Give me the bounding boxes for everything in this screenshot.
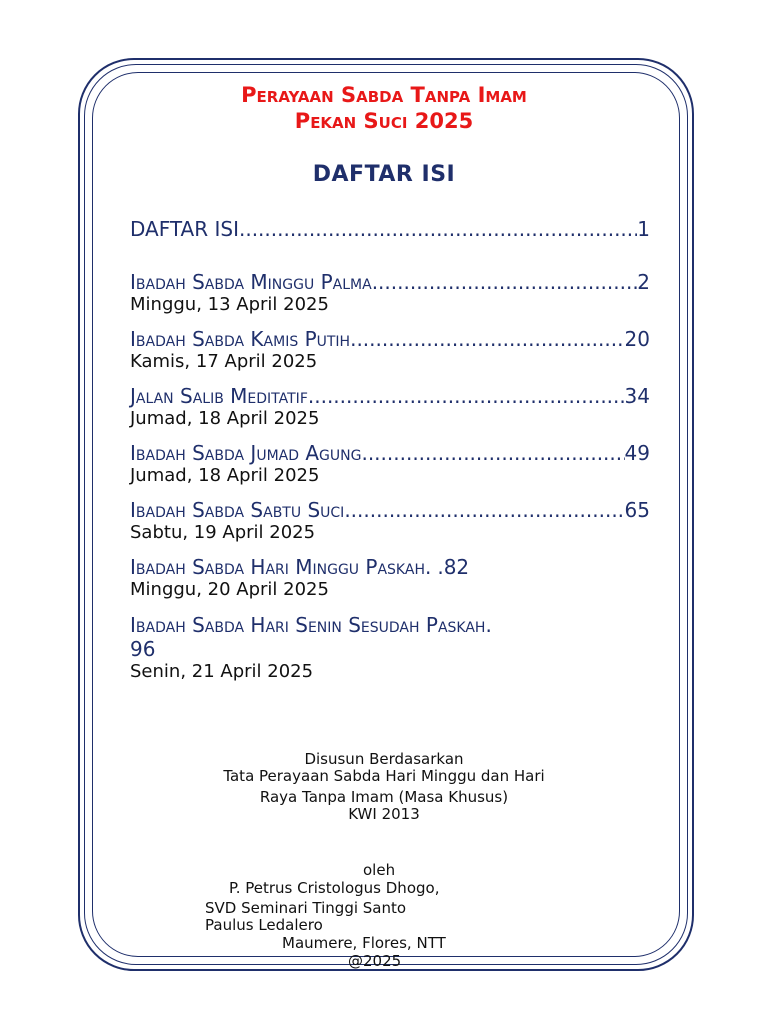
toc-title: Ibadah Sabda Minggu Palma bbox=[130, 270, 372, 294]
toc-entry bbox=[130, 441, 650, 487]
document-subtitle: Pekan Suci 2025 bbox=[294, 109, 474, 133]
toc-entry bbox=[130, 217, 650, 241]
toc-title: Ibadah Sabda Sabtu Suci bbox=[130, 498, 345, 522]
source-title: Tata Perayaan Sabda Hari Minggu dan Hari bbox=[223, 767, 545, 785]
toc-leader bbox=[350, 327, 624, 351]
toc-leader bbox=[239, 217, 637, 241]
toc-leader bbox=[308, 384, 625, 408]
toc-link[interactable] bbox=[130, 327, 650, 351]
toc-page-number: 34 bbox=[624, 384, 650, 408]
toc-title: Ibadah Sabda Hari Minggu Paskah. bbox=[130, 555, 432, 579]
source-intro: Disusun Berdasarkan bbox=[304, 750, 464, 768]
toc-page-number: 65 bbox=[624, 498, 650, 522]
toc-link[interactable] bbox=[130, 384, 650, 408]
toc-link[interactable] bbox=[130, 441, 650, 465]
toc-page-number: 20 bbox=[624, 327, 650, 351]
toc-date: Jumad, 18 April 2025 bbox=[130, 465, 320, 486]
toc-link[interactable] bbox=[130, 217, 650, 241]
toc-leader bbox=[361, 441, 624, 465]
author-affiliation: SVD Seminari Tinggi Santo bbox=[205, 899, 407, 917]
author-name: P. Petrus Cristologus Dhogo, bbox=[229, 879, 440, 897]
toc-entry bbox=[130, 270, 650, 316]
source-title-cont: Raya Tanpa Imam (Masa Khusus) bbox=[259, 788, 509, 806]
toc-page-number: 96 bbox=[130, 637, 156, 661]
toc-page-number: 49 bbox=[624, 441, 650, 465]
toc-title: Ibadah Sabda Jumad Agung bbox=[130, 441, 362, 465]
contents-heading: DAFTAR ISI bbox=[312, 162, 456, 187]
toc-title: Ibadah Sabda Hari Senin Sesudah Paskah. bbox=[130, 613, 492, 637]
toc-date: Senin, 21 April 2025 bbox=[130, 661, 314, 682]
toc-entry bbox=[130, 384, 650, 430]
author-by: oleh bbox=[363, 861, 396, 879]
toc-date: Minggu, 13 April 2025 bbox=[130, 294, 329, 315]
toc-link[interactable] bbox=[130, 498, 650, 522]
document-title: Perayaan Sabda Tanpa Imam bbox=[241, 83, 527, 107]
toc-date: Kamis, 17 April 2025 bbox=[130, 351, 318, 372]
toc-date: Minggu, 20 April 2025 bbox=[130, 579, 329, 600]
toc-title: DAFTAR ISI bbox=[130, 217, 239, 241]
author-place: Maumere, Flores, NTT bbox=[282, 934, 446, 952]
toc-date: Sabtu, 19 April 2025 bbox=[130, 522, 316, 543]
toc-page-number: 1 bbox=[637, 217, 650, 241]
author-year: @2025 bbox=[348, 952, 402, 970]
toc-leader bbox=[344, 498, 624, 522]
toc-entry bbox=[130, 555, 650, 601]
source-publisher: KWI 2013 bbox=[348, 805, 420, 823]
toc-entry bbox=[130, 613, 690, 683]
toc-link[interactable] bbox=[130, 270, 650, 294]
toc-entry bbox=[130, 498, 650, 544]
toc-date: Jumad, 18 April 2025 bbox=[130, 408, 320, 429]
toc-page-number: 2 bbox=[637, 270, 650, 294]
toc-page-number: .82 bbox=[437, 555, 470, 579]
toc-entry bbox=[130, 327, 650, 373]
author-affiliation-cont: Paulus Ledalero bbox=[205, 916, 323, 934]
toc-link[interactable] bbox=[130, 613, 690, 661]
toc-title: Jalan Salib Meditatif bbox=[130, 384, 308, 408]
toc-title: Ibadah Sabda Kamis Putih bbox=[130, 327, 351, 351]
toc-link[interactable] bbox=[130, 555, 650, 579]
toc-leader bbox=[372, 270, 638, 294]
